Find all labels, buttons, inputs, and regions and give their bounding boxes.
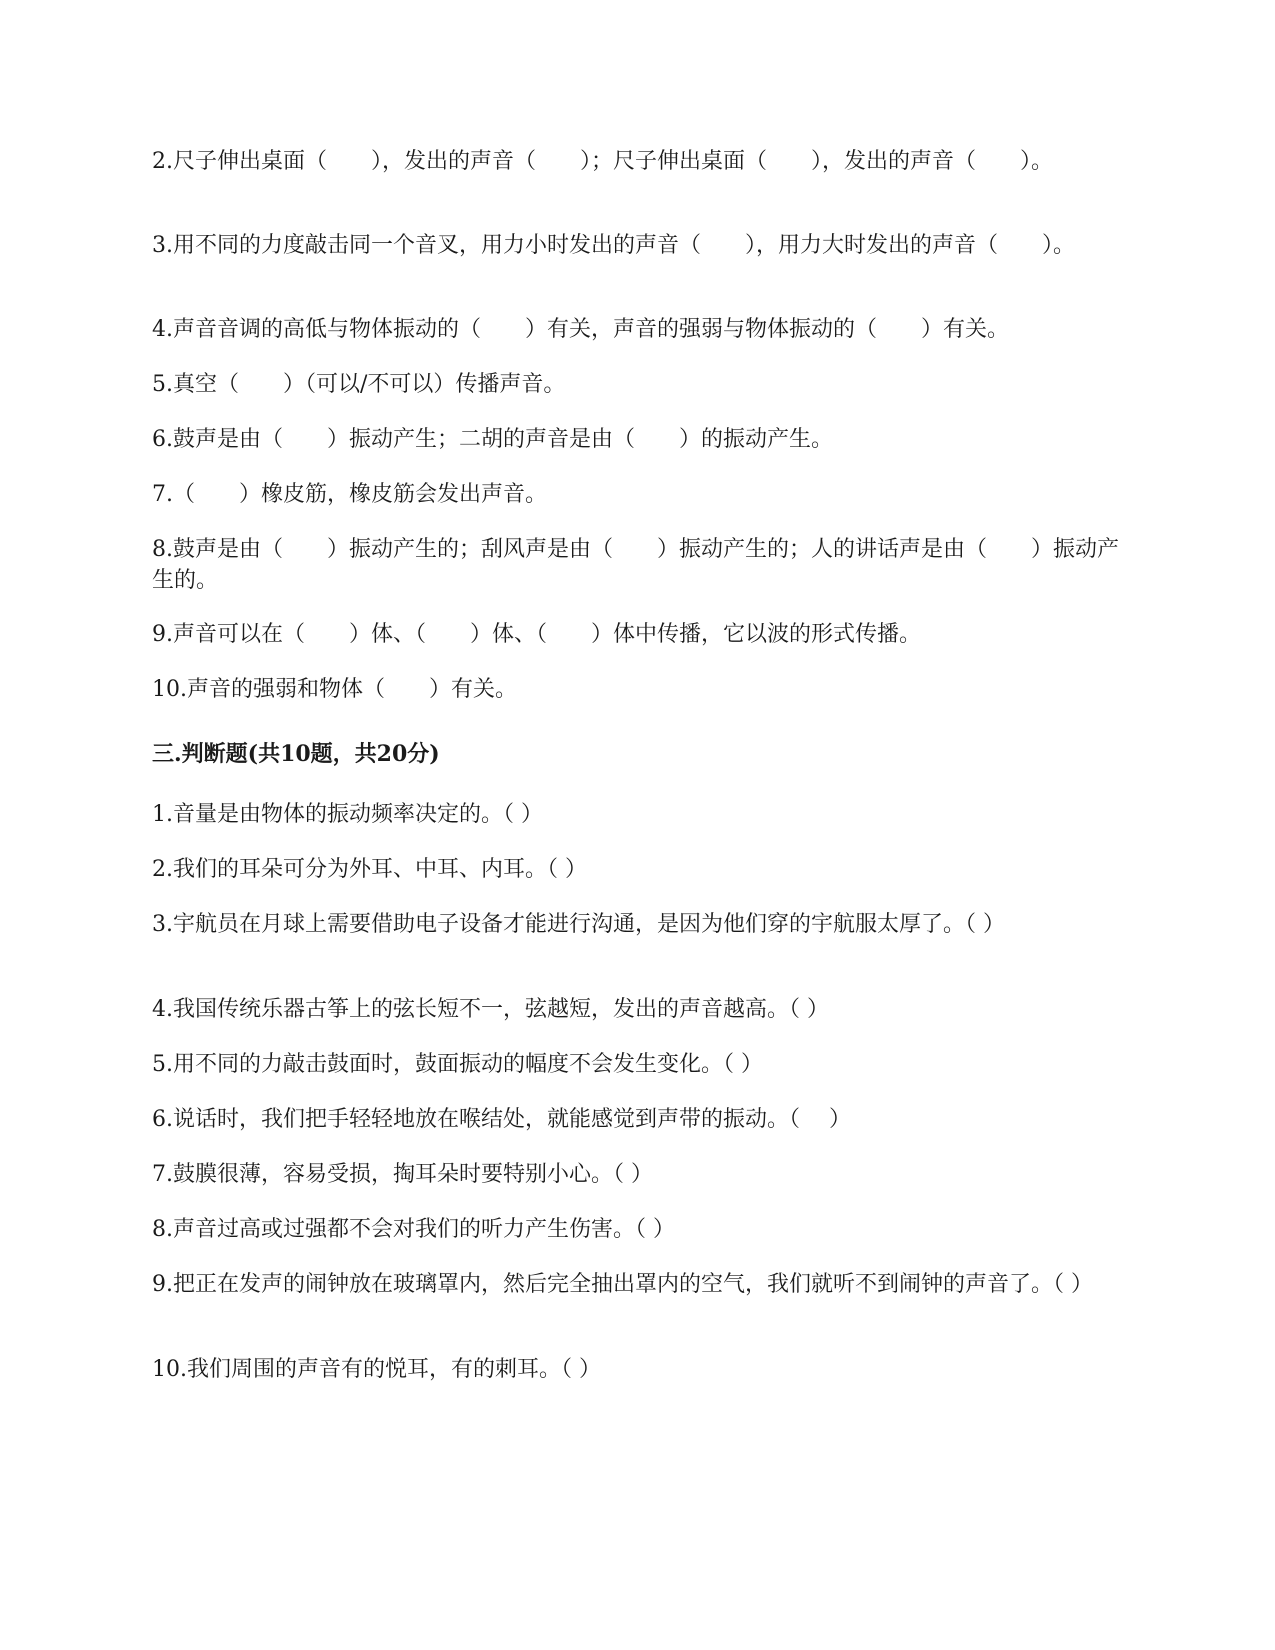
fill-question-6: 6.鼓声是由（ ）振动产生；二胡的声音是由（ ）的振动产生。 [152, 427, 833, 452]
judgment-question-6: 6.说话时，我们把手轻轻地放在喉结处，就能感觉到声带的振动。（ ） [152, 1107, 851, 1132]
fill-question-10: 10.声音的强弱和物体（ ）有关。 [152, 677, 517, 702]
fill-question-9: 9.声音可以在（ ）体、（ ）体、（ ）体中传播，它以波的形式传播。 [152, 622, 921, 647]
judgment-question-8: 8.声音过高或过强都不会对我们的听力产生伤害。（ ） [152, 1217, 675, 1242]
fill-question-5: 5.真空（ ）（可以/不可以）传播声音。 [152, 372, 566, 397]
judgment-question-1: 1.音量是由物体的振动频率决定的。（ ） [152, 802, 543, 827]
judgment-question-10: 10.我们周围的声音有的悦耳，有的刺耳。（ ） [152, 1357, 601, 1382]
judgment-question-7: 7.鼓膜很薄，容易受损，掏耳朵时要特别小心。（ ） [152, 1162, 653, 1187]
judgment-question-3: 3.宇航员在月球上需要借助电子设备才能进行沟通，是因为他们穿的宇航服太厚了。（ ） [152, 912, 1005, 937]
section-title-judgment: 三.判断题(共10题，共20分) [152, 741, 440, 767]
fill-question-7: 7.（ ）橡皮筋，橡皮筋会发出声音。 [152, 482, 547, 507]
fill-question-2: 2.尺子伸出桌面（ ），发出的声音（ ）；尺子伸出桌面（ ），发出的声音（ ）。 [152, 149, 1053, 174]
judgment-question-4: 4.我国传统乐器古筝上的弦长短不一，弦越短，发出的声音越高。（ ） [152, 997, 829, 1022]
fill-question-3: 3.用不同的力度敲击同一个音叉，用力小时发出的声音（ ），用力大时发出的声音（ ）。 [152, 233, 1075, 258]
judgment-question-5: 5.用不同的力敲击鼓面时，鼓面振动的幅度不会发生变化。（ ） [152, 1052, 763, 1077]
fill-question-8: 8.鼓声是由（ ）振动产生的；刮风声是由（ ）振动产生的；人的讲话声是由（ ）振动产生的。 [152, 537, 1119, 593]
judgment-question-9: 9.把正在发声的闹钟放在玻璃罩内，然后完全抽出罩内的空气，我们就听不到闹钟的声音了。（ ） [152, 1272, 1093, 1297]
judgment-question-2: 2.我们的耳朵可分为外耳、中耳、内耳。（ ） [152, 857, 587, 882]
fill-question-4: 4.声音音调的高低与物体振动的（ ）有关，声音的强弱与物体振动的（ ）有关。 [152, 317, 1009, 342]
